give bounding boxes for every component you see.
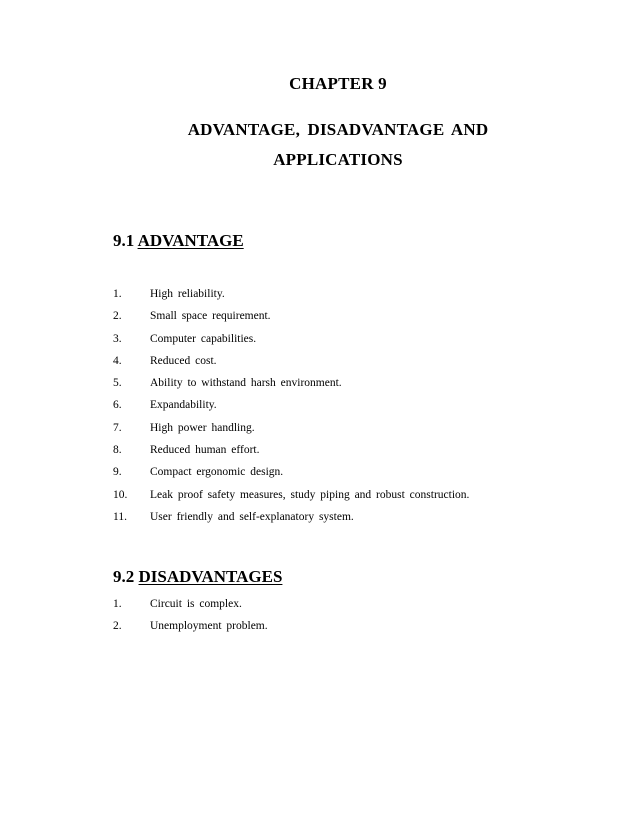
item-number: 10. — [113, 488, 128, 501]
item-number: 4. — [113, 354, 122, 367]
item-number: 2. — [113, 310, 122, 323]
section-title: ADVANTAGE — [137, 231, 244, 250]
chapter-label: CHAPTER 9 — [289, 74, 387, 93]
item-text: Ability to withstand harsh environment. — [150, 377, 342, 390]
item-number: 8. — [113, 444, 122, 457]
item-text: Unemployment problem. — [150, 620, 268, 633]
item-text: Small space requirement. — [150, 310, 271, 323]
item-text: High power handling. — [150, 421, 255, 434]
item-text: Reduced human effort. — [150, 444, 260, 457]
chapter-title-line-2: APPLICATIONS — [273, 150, 403, 169]
item-number: 7. — [113, 421, 122, 434]
item-text: Computer capabilities. — [150, 332, 257, 345]
item-number: 11. — [113, 510, 127, 523]
item-number: 1. — [113, 598, 122, 610]
item-number: 9. — [113, 466, 122, 479]
section-title: DISADVANTAGES — [138, 567, 283, 586]
item-text: Circuit is complex. — [150, 598, 242, 610]
section-number: 9.1 — [113, 231, 135, 250]
item-number: 1. — [113, 288, 122, 300]
section-number: 9.2 — [113, 567, 135, 586]
item-text: Reduced cost. — [150, 354, 217, 367]
item-text: High reliability. — [150, 288, 225, 300]
item-number: 3. — [113, 332, 122, 345]
section-heading-disadvantages — [113, 567, 282, 587]
item-text: Leak proof safety measures, study piping and robust construction. — [150, 488, 470, 501]
item-text: User friendly and self-explanatory system. — [150, 510, 354, 523]
item-number: 5. — [113, 377, 122, 390]
item-number: 6. — [113, 399, 122, 412]
item-text: Expandability. — [150, 399, 217, 412]
item-text: Compact ergonomic design. — [150, 466, 284, 479]
chapter-title-line-1: ADVANTAGE, DISADVANTAGE AND — [187, 120, 489, 139]
section-heading-advantage — [113, 231, 244, 251]
item-number: 2. — [113, 620, 122, 633]
